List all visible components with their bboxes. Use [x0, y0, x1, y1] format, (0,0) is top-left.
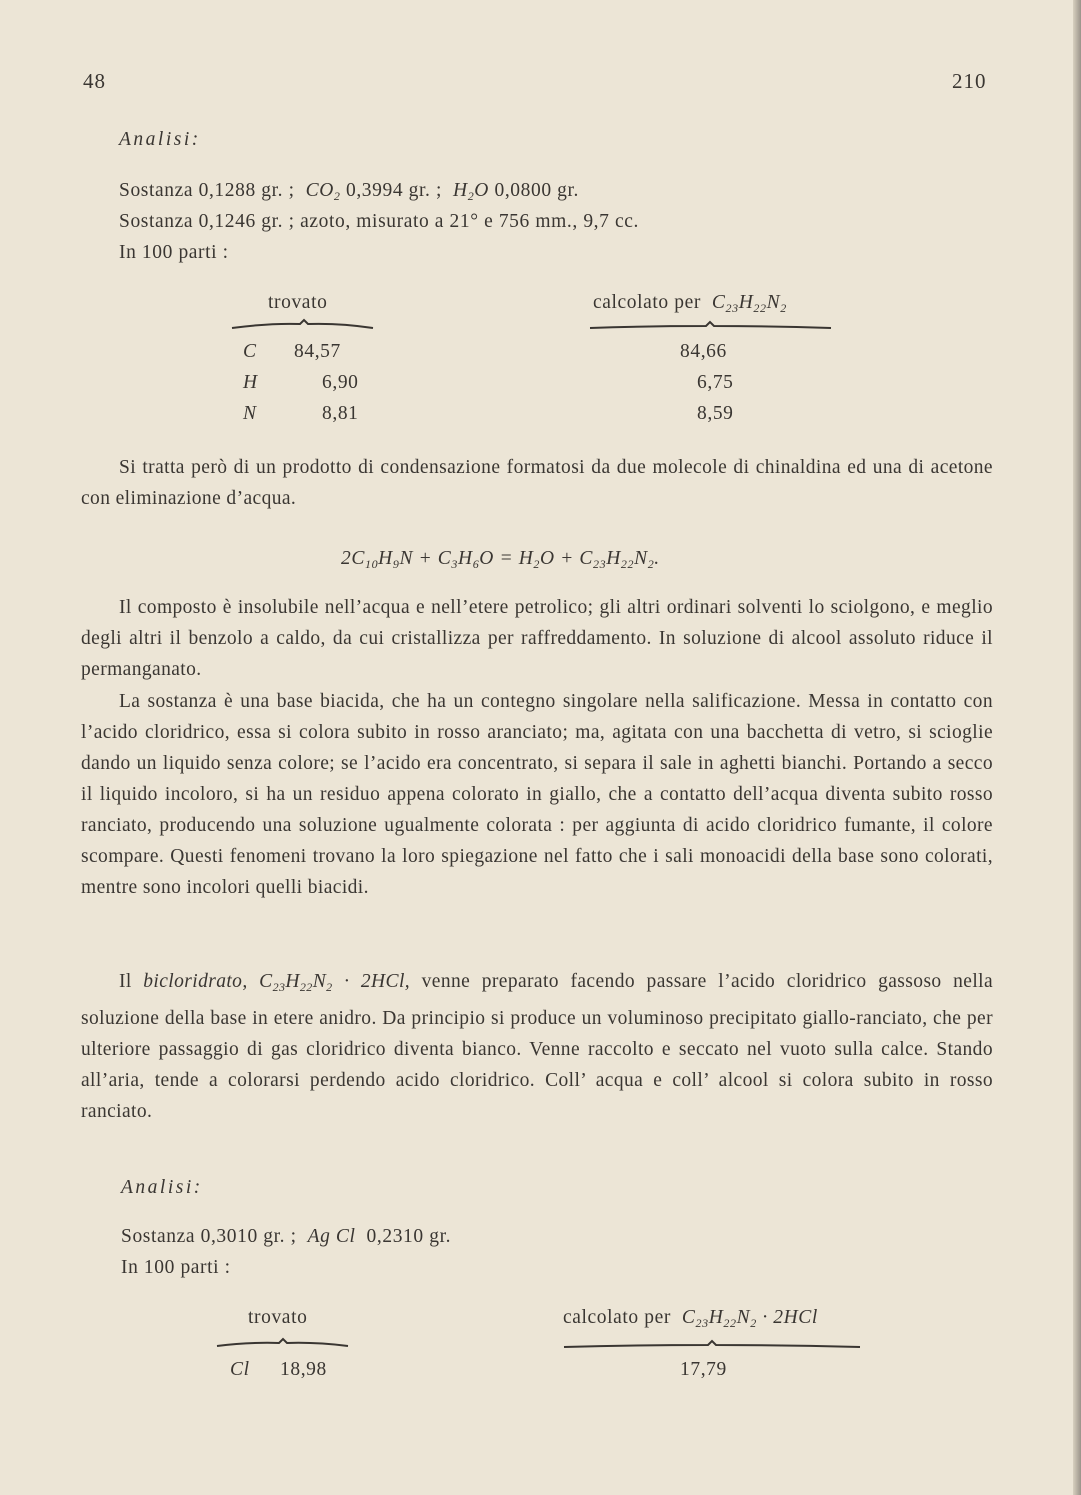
analysis-heading-2: Analisi:	[121, 1177, 203, 1198]
paragraph-1-text: Si tratta però di un prodotto di condensazione formatosi da due molecole di chinaldina ed una di acetone con eliminazione d’acqua.	[81, 457, 993, 509]
table1-header-found: trovato	[268, 292, 328, 313]
analysis1-line2: Sostanza 0,1246 gr. ; azoto, misurato a 21° e 756 mm., 9,7 cc.	[119, 211, 639, 232]
table1-calc-header	[593, 292, 787, 316]
table1-calc-n: 8,59	[697, 403, 734, 424]
paragraph-4-text	[81, 966, 993, 1127]
paragraph-bicloridrato	[81, 966, 993, 1127]
table1-found-h: 6,90	[322, 372, 359, 393]
analysis2-line1-agcl: 0,2310 gr.	[366, 1226, 452, 1247]
table1-brace-calc	[588, 320, 833, 334]
table1-found-n: 8,81	[322, 403, 359, 424]
table2-header-calc: calcolato per	[563, 1307, 671, 1328]
bicloridrato-formula: $C_{23}H_{22}N_2 \cdot 2HCl$,	[259, 971, 411, 994]
table2-calc-cl: 17,79	[680, 1359, 727, 1380]
table1-element-n: N	[243, 403, 257, 424]
analysis2-line2: In 100 parti :	[121, 1257, 231, 1278]
table1-calc-h: 6,75	[697, 372, 734, 393]
table1-calc-formula: $C_{23}H_{22}N_2$	[706, 292, 787, 315]
table2-found-cl: 18,98	[280, 1359, 327, 1380]
paragraph-solubility	[81, 592, 993, 685]
table2-calc-formula: $C_{23}H_{22}N_2 \cdot 2HCl$	[676, 1307, 818, 1330]
table2-calc-header	[563, 1307, 818, 1331]
table1-calc-c: 84,66	[680, 341, 727, 362]
paragraph-salification	[81, 686, 993, 903]
page-number-left: 48	[83, 69, 106, 93]
h2o-formula: $H_2O$	[447, 180, 489, 203]
analysis1-line1-sample: Sostanza 0,1288 gr. ;	[119, 180, 295, 201]
agcl-formula: Ag Cl	[302, 1226, 362, 1247]
analysis1-line1-co2: 0,3994 gr. ;	[345, 180, 443, 201]
paragraph-3-text: La sostanza è una base biacida, che ha un contegno singolare nella salificazione. Messa in contatto con l’acido cloridrico, essa si colora subito in rosso aranciato; ma, agitata con una bacchetta di vetro, si scioglie dando un liquido senza colore; se l’acido era concentrato, si separa il sale in aghetti bianchi. Portando a secco il liquido incoloro, si ha un residuo appena colorato in giallo, che a contatto dell’acqua diventa subito rosso ranciato, producendo una soluzione ugualmente colorata : per aggiunta di acido cloridrico fumante, il colore scompare. Questi fenomeni trovano la loro spiegazione nel fatto che i sali monoacidi della base sono colorati, mentre sono incolori quelli biacidi.	[81, 691, 993, 898]
table2-brace-found	[215, 1337, 350, 1351]
analysis2-line1	[121, 1226, 451, 1248]
paragraph-4-start: Il	[119, 971, 132, 992]
table1-found-c: 84,57	[294, 341, 341, 362]
analysis-heading-1: Analisi:	[119, 129, 201, 150]
paragraph-condensation	[81, 452, 993, 514]
table1-header-calc: calcolato per	[593, 292, 701, 313]
analysis1-line1-h2o: 0,0800 gr.	[494, 180, 580, 201]
paragraph-2-text: Il composto è insolubile nell’acqua e nell’etere petrolico; gli altri ordinari solventi lo sciolgono, e meglio degli altri il benzolo a caldo, da cui cristallizza per raffreddamento. In soluzione di alcool assoluto riduce il permanganato.	[81, 597, 993, 680]
reaction-equation: $2C_{10}H_9N$ ⁠+ $C_3H_6O = H_2O + C_{23}H_{22}N_2$.	[341, 548, 660, 571]
bicloridrato-term: bicloridrato,	[143, 971, 248, 992]
table2-element-cl: Cl	[230, 1359, 250, 1380]
analysis2-line1-sample: Sostanza 0,3010 gr. ;	[121, 1226, 297, 1247]
co2-formula: $CO_2$	[300, 180, 341, 203]
page-edge-shadow	[1073, 0, 1081, 1495]
analysis1-line3: In 100 parti :	[119, 242, 229, 263]
page-number-right: 210	[952, 69, 987, 93]
table2-brace-calc	[562, 1339, 862, 1353]
table1-brace-found	[230, 318, 375, 332]
table1-element-c: C	[243, 341, 257, 362]
table1-element-h: H	[243, 372, 258, 393]
paragraph-4-rest: venne preparato facendo passare l’acido cloridrico gassoso nella soluzione della base in etere anidro. Da principio si produce un voluminoso precipitato giallo-ranciato, che per ulteriore passaggio di gas cloridrico diventa bianco. Venne raccolto e seccato nel vuoto sulla calce. Stando all’aria, tende a colorarsi perdendo acido cloridrico. Coll’ acqua e coll’ alcool si colora subito in rosso ranciato.	[81, 971, 994, 1122]
analysis1-line1	[119, 180, 579, 204]
table2-header-found: trovato	[248, 1307, 308, 1328]
